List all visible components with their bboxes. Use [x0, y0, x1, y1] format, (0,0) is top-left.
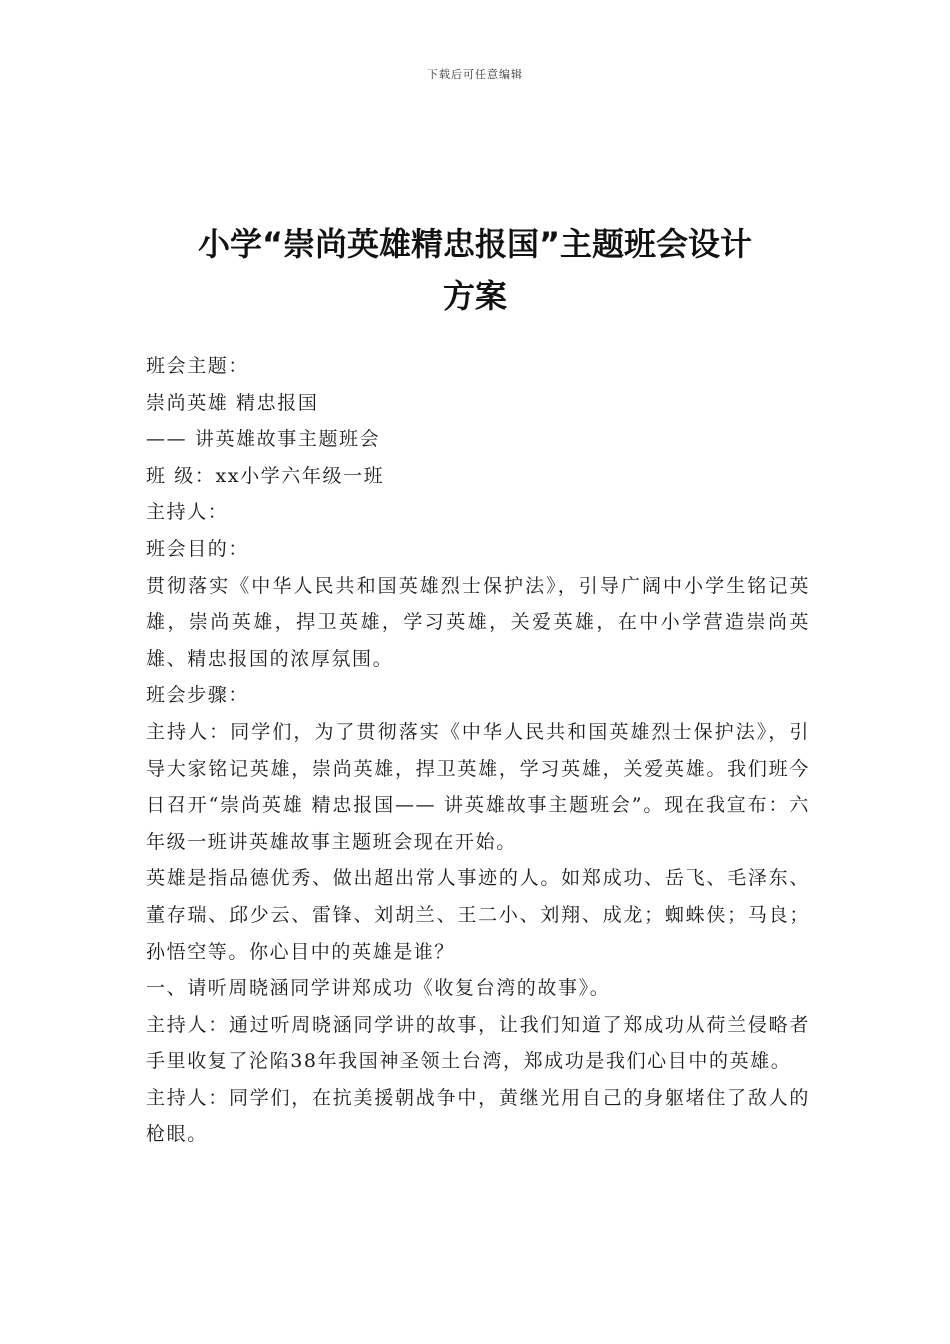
paragraph: —— 讲英雄故事主题班会	[146, 428, 381, 451]
paragraph: 班会目的：	[146, 537, 250, 560]
paragraph: 班会步骤：	[146, 684, 250, 707]
header-note: 下载后可任意编辑	[427, 68, 523, 81]
paragraph: 主持人：通过听周晓涵同学讲的故事，让我们知道了郑成功从荷兰侵略者手里收复了沦陷38年我国神圣领土台湾，郑成功是我们心目中的英雄。	[146, 1013, 810, 1073]
paragraph: 班 级：xx小学六年级一班	[146, 464, 385, 487]
paragraph: 班会主题：	[146, 355, 250, 377]
paragraph: 英雄是指品德优秀、做出超出常人事迹的人。如郑成功、岳飞、毛泽东、董存瑞、邱少云、雷锋、刘胡兰、王二小、刘翔、成龙；蜘蛛侠；马良；孙悟空等。你心目中的英雄是谁？	[146, 867, 810, 963]
paragraph: 一、请听周晓涵同学讲郑成功《收复台湾的故事》。	[146, 977, 611, 1000]
paragraph: 主持人：同学们，为了贯彻落实《中华人民共和国英雄烈士保护法》，引导大家铭记英雄，崇尚英雄，捍卫英雄，学习英雄，关爱英雄。我们班今日召开“崇尚英雄 精忠报国—— 讲英雄故事主题班会”。现在我宣布：六年级一班讲英雄故事主题班会现在开始。	[146, 720, 810, 853]
title-line-2: 方案	[442, 277, 507, 315]
document-title	[110, 218, 840, 322]
title-line-1: 小学“崇尚英雄精忠报国”主题班会设计	[197, 225, 753, 263]
paragraph: 贯彻落实《中华人民共和国英雄烈士保护法》，引导广阔中小学生铭记英雄，崇尚英雄，捍卫英雄，学习英雄，关爱英雄，在中小学营造崇尚英雄、精忠报国的浓厚氛围。	[146, 574, 810, 670]
paragraph: 主持人：	[146, 501, 229, 524]
paragraph: 主持人：同学们，在抗美援朝战争中，黄继光用自己的身躯堵住了敌人的枪眼。	[146, 1086, 810, 1146]
document-body	[146, 348, 810, 1153]
paragraph: 崇尚英雄 精忠报国	[146, 391, 319, 414]
